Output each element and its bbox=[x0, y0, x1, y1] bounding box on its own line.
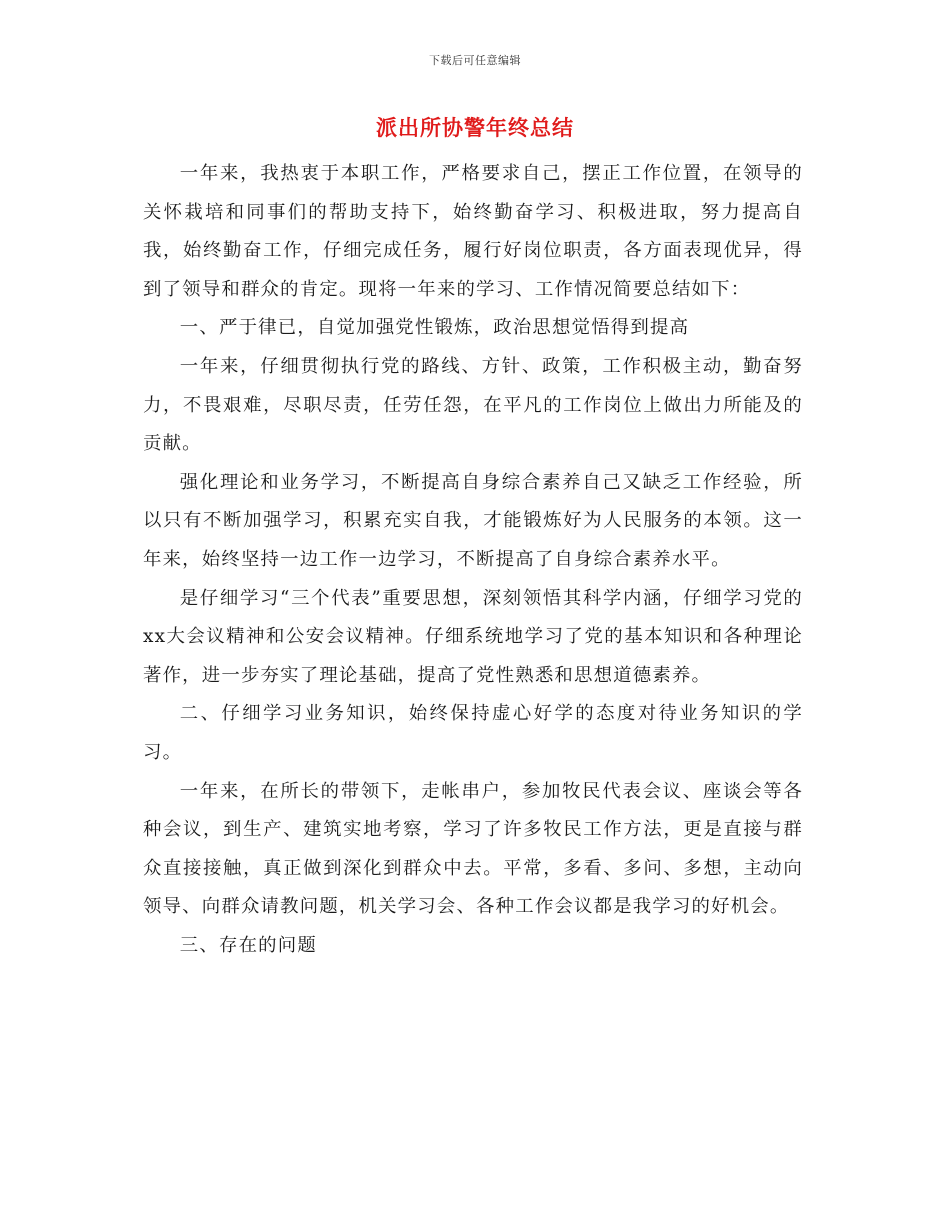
section-heading-3: 三、存在的问题 bbox=[179, 934, 317, 956]
paragraph-intro: 一年来，我热衷于本职工作，严格要求自己，摆正工作位置，在领导的关怀栽培和同事们的帮助支持下，始终勤奋学习、积极进取，努力提高自我，始终勤奋工作，仔细完成任务，履行好岗位职责，各方面表现优异，得到了领导和群众的肯定。现将一年来的学习、工作情况简要总结如下： bbox=[143, 163, 803, 300]
paragraph: 是仔细学习“三个代表”重要思想，深刻领悟其科学内涵，仔细学习党的xx大会议精神和公安会议精神。仔细系统地学习了党的基本知识和各种理论著作，进一步夯实了理论基础，提高了党性熟悉和思想道德素养。 bbox=[143, 587, 803, 686]
section-heading-2: 二、仔细学习业务知识，始终保持虚心好学的态度对待业务知识的学习。 bbox=[143, 703, 803, 763]
header-note: 下载后可任意编辑 bbox=[429, 54, 521, 67]
paragraph: 强化理论和业务学习，不断提高自身综合素养自己又缺乏工作经验，所以只有不断加强学习，积累充实自我，才能锻炼好为人民服务的本领。这一年来，始终坚持一边工作一边学习，不断提高了自身综合素养水平。 bbox=[143, 471, 803, 570]
document-title: 派出所协警年终总结 bbox=[376, 115, 574, 140]
paragraph: 一年来，仔细贯彻执行党的路线、方针、政策，工作积极主动，勤奋努力，不畏艰难，尽职尽责，任劳任怨，在平凡的工作岗位上做出力所能及的贡献。 bbox=[143, 355, 803, 455]
section-heading-1: 一、严于律已，自觉加强党性锻炼，政治思想觉悟得到提高 bbox=[179, 317, 690, 339]
document-body bbox=[143, 155, 803, 965]
paragraph: 一年来，在所长的带领下，走帐串户，参加牧民代表会议、座谈会等各种会议，到生产、建筑实地考察，学习了许多牧民工作方法，更是直接与群众直接接触，真正做到深化到群众中去。平常，多看、多问、多想，主动向领导、向群众请教问题，机关学习会、各种工作会议都是我学习的好机会。 bbox=[143, 780, 803, 918]
